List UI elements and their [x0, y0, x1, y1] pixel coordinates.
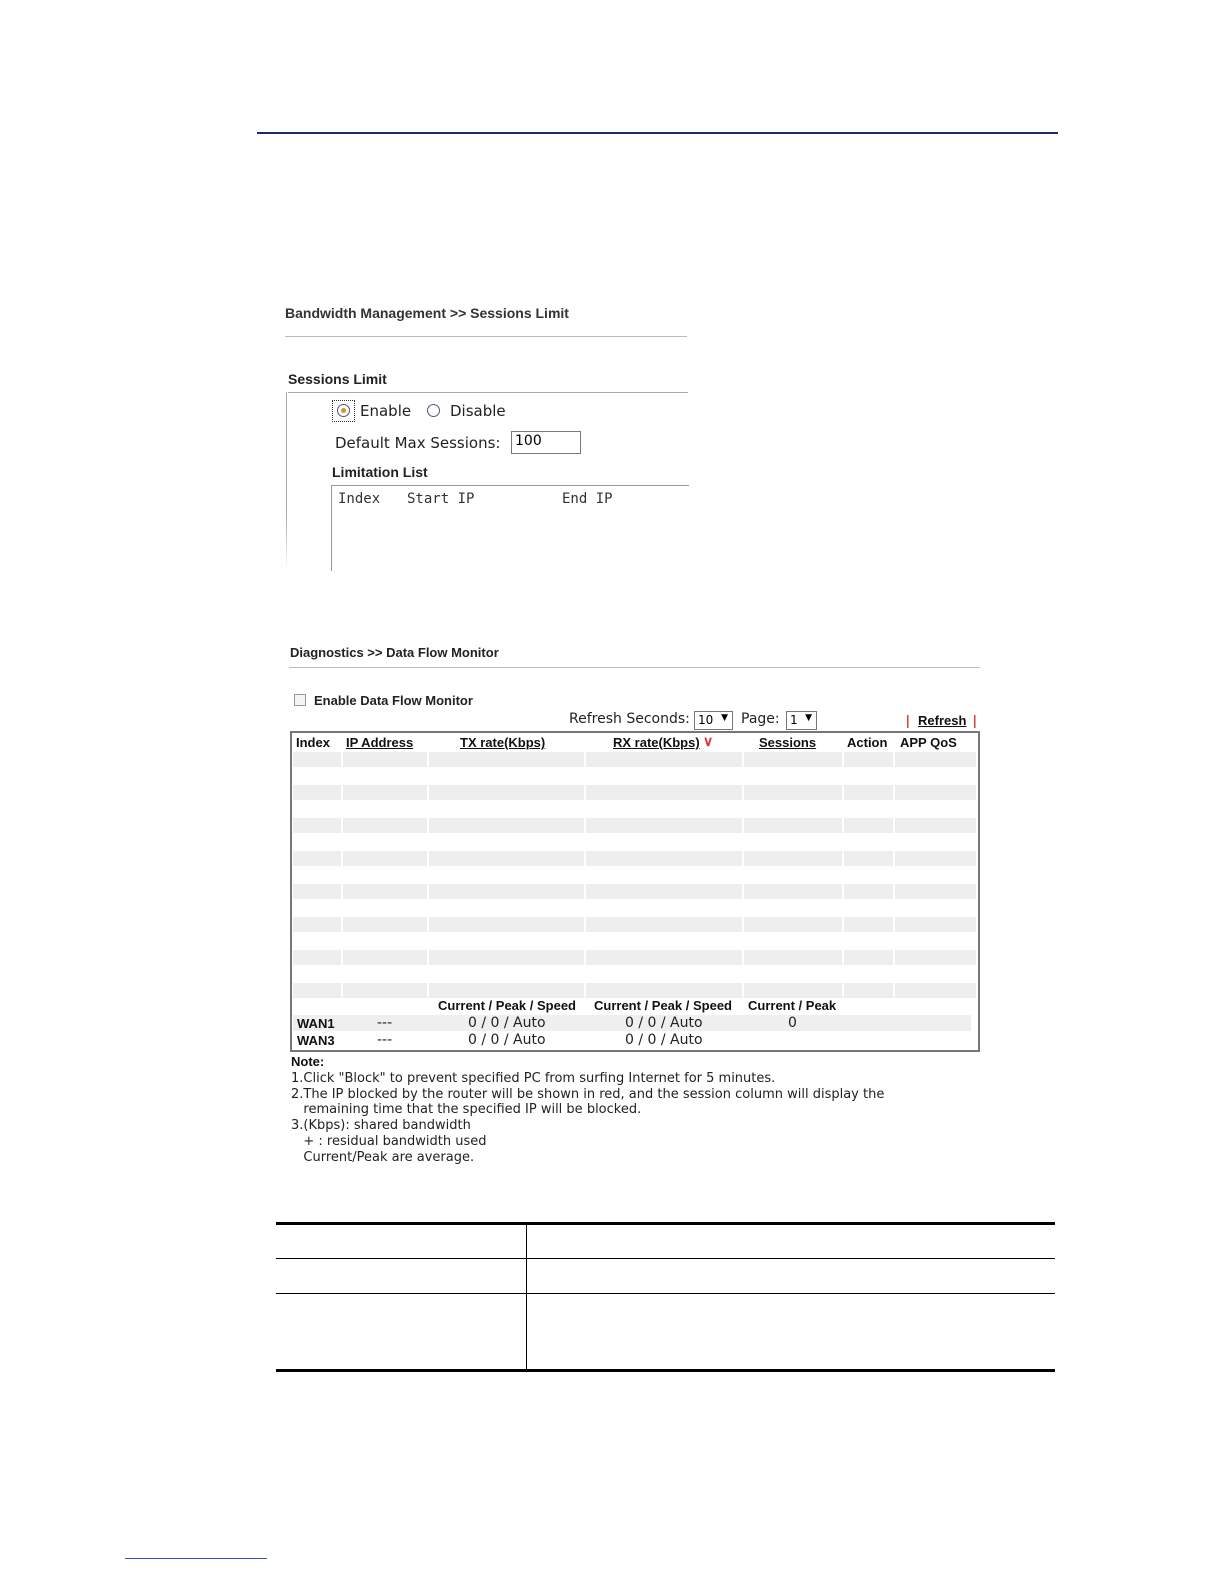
column-divider	[341, 751, 343, 997]
table-row	[293, 785, 976, 800]
column-divider	[427, 751, 429, 997]
table-column-divider	[526, 1224, 527, 1371]
pipe-separator: |	[906, 712, 910, 728]
wan-rx: 0 / 0 / Auto	[625, 1032, 703, 1048]
column-divider	[584, 751, 586, 997]
wan-name: WAN1	[297, 1016, 335, 1031]
column-divider	[893, 751, 895, 997]
breadcrumb-divider	[289, 667, 980, 668]
disable-radio[interactable]	[427, 404, 440, 417]
note-line: 3.(Kbps): shared bandwidth	[291, 1118, 471, 1133]
data-flow-breadcrumb: Diagnostics >> Data Flow Monitor	[290, 645, 499, 660]
enable-data-flow-label[interactable]: Enable Data Flow Monitor	[314, 693, 473, 708]
list-column-start-ip: Start IP	[407, 491, 475, 507]
table-row	[293, 851, 976, 866]
rx-footer-header: Current / Peak / Speed	[594, 998, 732, 1013]
table-row	[293, 950, 976, 965]
note-line: remaining time that the specified IP will be blocked.	[291, 1102, 642, 1117]
note-line: 1.Click "Block" to prevent specified PC from surfing Internet for 5 minutes.	[291, 1071, 776, 1086]
footer-underline	[125, 1558, 267, 1559]
refresh-seconds-label: Refresh Seconds:	[569, 711, 690, 727]
table-row	[293, 752, 976, 767]
column-tx-rate[interactable]: TX rate(Kbps)	[460, 735, 546, 750]
note-title: Note:	[291, 1054, 325, 1069]
dropdown-arrow-icon: ▼	[805, 713, 812, 723]
note-line: + : residual bandwidth used	[291, 1134, 487, 1149]
sessions-limit-breadcrumb: Bandwidth Management >> Sessions Limit	[285, 305, 569, 321]
table-bottom-rule	[276, 1369, 1055, 1372]
list-column-index: Index	[338, 491, 381, 507]
default-max-sessions-label: Default Max Sessions:	[335, 434, 501, 452]
wan-tx: 0 / 0 / Auto	[468, 1015, 546, 1031]
table-top-rule	[276, 1222, 1055, 1225]
table-row	[293, 818, 976, 833]
column-divider	[842, 751, 844, 997]
column-action: Action	[847, 735, 888, 750]
table-row	[293, 917, 976, 932]
tx-footer-header: Current / Peak / Speed	[438, 998, 576, 1013]
wan-ip: ---	[377, 1015, 393, 1031]
page-select[interactable]	[786, 711, 817, 730]
enable-data-flow-checkbox[interactable]	[294, 694, 306, 706]
sessions-limit-section-title: Sessions Limit	[288, 371, 387, 387]
page-header-rule	[257, 132, 1058, 134]
default-max-sessions-input[interactable]: 100	[511, 431, 581, 454]
column-index: Index	[296, 735, 330, 750]
table-row-rule	[276, 1258, 1055, 1259]
wan-rx: 0 / 0 / Auto	[625, 1015, 703, 1031]
wan-ip: ---	[377, 1032, 393, 1048]
breadcrumb-divider	[285, 336, 687, 337]
disable-label[interactable]: Disable	[450, 402, 506, 420]
refresh-link[interactable]: Refresh	[918, 713, 967, 728]
note-line: 2.The IP blocked by the router will be shown in red, and the session column will display the	[291, 1087, 885, 1102]
column-ip-address[interactable]: IP Address	[346, 735, 414, 750]
limitation-list-box[interactable]	[331, 485, 689, 571]
page-label: Page:	[741, 711, 780, 727]
table-row	[293, 983, 976, 998]
list-column-end-ip: End IP	[562, 491, 613, 507]
wan-tx: 0 / 0 / Auto	[468, 1032, 546, 1048]
wan-sessions: 0	[788, 1015, 797, 1031]
enable-radio[interactable]	[337, 404, 350, 417]
pipe-separator: |	[973, 712, 977, 728]
table-row-rule	[276, 1293, 1055, 1294]
refresh-seconds-select[interactable]	[694, 711, 733, 730]
section-border-top	[288, 392, 688, 393]
sessions-footer-header: Current / Peak	[748, 998, 837, 1013]
column-app-qos: APP QoS	[900, 735, 957, 750]
wan-name: WAN3	[297, 1033, 335, 1048]
limitation-list-title: Limitation List	[332, 464, 428, 480]
table-row	[293, 884, 976, 899]
note-line: Current/Peak are average.	[291, 1150, 475, 1165]
column-sessions[interactable]: Sessions	[759, 735, 817, 750]
section-border-left	[286, 392, 287, 570]
refresh-seconds-value: 10	[698, 713, 714, 727]
column-divider	[742, 751, 744, 997]
column-rx-rate[interactable]: RX rate(Kbps)	[613, 735, 700, 750]
sort-descending-icon: ∨	[703, 733, 714, 749]
enable-label[interactable]: Enable	[360, 402, 412, 420]
page-value: 1	[790, 713, 798, 727]
dropdown-arrow-icon: ▼	[721, 713, 728, 723]
